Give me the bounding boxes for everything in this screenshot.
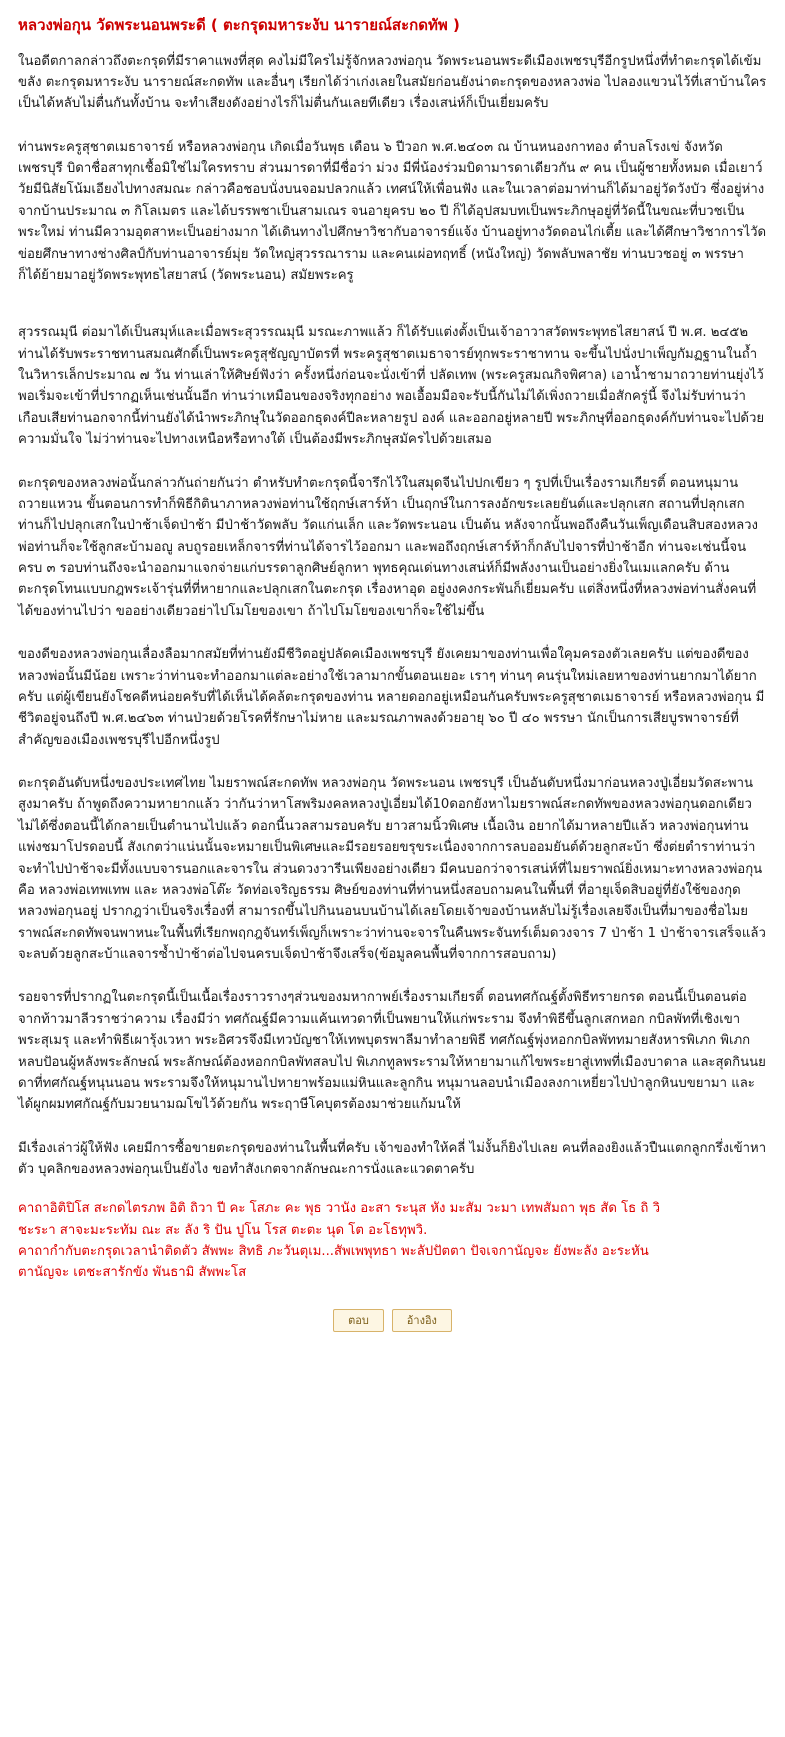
- footer-button-group: [18, 1309, 767, 1332]
- body-paragraph-1: ในอดีตกาลกล่าวถึงตะกรุดที่มีราคาแพงที่สุด คงไม่มีใครไม่รู้จักหลวงพ่อกุน วัดพระนอนพระดีเมืองเพชรบุรีอีกรูปหนึ่งที่ทำตะกรุดได้เข้มขลัง ตะกรุดมหาระงับ นารายณ์สะกดทัพ และอื่นๆ เรียกได้ว่าเก่งเลยในสมัยก่อนยังน่าตะกรุดของหลวงพ่อ ไปลองแขวนไว้ที่เสาบ้านใครเป็นได้หลับไม่ตื่นกันทั้งบ้าน จะทำเสียงดังอย่างไรก็ไม่ตื่นกันเลยทีเดียว เรื่องเสน่ห์ก็เป็นเยี่ยมครับ: [18, 53, 767, 112]
- section-spacer: [18, 308, 767, 322]
- body-paragraph-4: ตะกรุดของหลวงพ่อนั้นกล่าวกันถ่ายกันว่า ตำหรับทำตะกรุดนี้จารึกไว้ในสมุดจีนไปปกเขียว ๆ รูปที่เป็นเรื่องรามเกียรติ์ ตอนหนุมานถวายแหวน ขั้นตอนการทำก็พิธีกิตินาภาหลวงพ่อท่านใช้ฤกษ์เสาร์ห้า เป็นฤกษ์ในการลงอักขระเลยยันต์และปลุกเสก สถานที่ปลุกเสกท่านก็ไปปลุกเสกในป่าช้าเจ็ดป่าช้า มีป่าช้าวัดพลับ วัดแก่นเล็ก และวัดพระนอน เป็นต้น หลังจากนั้นพอถึงคืนวันเพ็ญเดือนสิบสองหลวงพ่อท่านก็จะใช้ลูกสะบ้ามอญู ลบถูรอยเหล็กจารที่ท่านได้จารไว้ออกมา และพอถึงฤกษ์เสาร์ห้าก็กลับไปจารที่ป่าช้าอีก ท่านจะเช่นนี้จนครบ ๓ รอบท่านถึงจะนำออกมาแจกจ่ายแก่บรรดาลูกศิษย์ลูกหา พุทธคุณเด่นทางเสน่ห์ก็มีพลังงานเป็นอย่างยิ่งในเมแลกครับ ด้านตะกรุดโทนแบบกฎพระเจ้ารุ่นที่ที่หายากและปลุกเสกในตะกรุด เรื่องหาอุด อยู่งงคงกระพันก็เยี่ยมครับ แต่สิ่งหนึ่งที่หลวงพ่อท่านสั่งคนที่ได้ของท่านไปว่า ขออย่างเดียวอย่าไปโมโยของเขา ถ้าไปโมโยของเขาก็จะใช้ไม่ขึ้น: [18, 475, 758, 619]
- mantra-line-3: คาถากำกับตะกรุดเวลานำติดตัว สัพพะ สิทธิ ภะวันตุเม...สัพเพพุทธา พะลัปปัตตา ปัจเจกานัญจะ ยังพะลัง อะระหัน: [18, 1243, 649, 1259]
- mantra-block: [18, 1198, 767, 1283]
- body-paragraph-2: ท่านพระครูสุชาตเมธาจารย์ หรือหลวงพ่อกุน เกิดเมื่อวันพุธ เดือน ๖ ปีวอก พ.ศ.๒๔๐๓ ณ บ้านหนองกาทอง ตำบลโรงเข่ จังหวัดเพชรบุรี บิดาชื่อสาทุกเชื้อมิใช่ไม่ใครทราบ ส่วนมารดาที่มีชื่อว่า ม่วง มีพี่น้องร่วมบิดามารดาเดียวกัน ๙ คน เป็นผู้ชายทั้งหมด เมื่อเยาว์วัยมีนิสัยโน้มเอียงไปทางสมณะ กล่าวคือชอบนั่งบนจอมปลวกแล้ว เทศน์ให้เพื่อนฟัง และในเวลาต่อมาท่านก็ได้มาอยู่วัดวังบัว ซึ่งอยู่ห่างจากบ้านประมาณ ๓ กิโลเมตร และได้บรรพชาเป็นสามเณร จนอายุครบ ๒๐ ปี ก็ได้อุปสมบทเป็นพระภิกษุอยู่ที่วัดนี้ในขณะที่บวชเป็นพระใหม่ ท่านมีความอุตสาหะเป็นอย่างมาก ได้เดินทางไปศึกษาวิชากับอาจารย์แจ้ง บ้านอยู่ทางวัดดอนไก่เตี้ย และได้ศึกษาวิชาการไวัดข่อยศึกษาทางช่างศิลป์กับท่านอาจารย์มุ่ย วัดใหญ่สุวรรณาราม และคนเผ่อทฤทธิ์ (หนังใหญ่) วัดพลับพลาชัย ท่านบวชอยู่ ๓ พรรษา ก็ได้ย้ายมาอยู่วัดพระพุทธไสยาสน์ (วัดพระนอน) สมัยพระครู: [18, 139, 767, 283]
- body-paragraph-8: มีเรื่องเล่าว่ผู้ให้ฟัง เคยมีการซื้อขายตะกรุดของท่านในพื้นที่ครับ เจ้าของทำให้คลี่ ไม่งั้นก็ยิงไปเลย คนที่ลองยิงแล้วปืนแตกลูกกรึ่งเข้าหาตัว บุคลิกของหลวงพ่อกุนเป็นยังไง ขอทำสังเกตจากลักษณะการนั่งและแวดตาครับ: [18, 1140, 767, 1177]
- body-paragraph-5: ของดีของหลวงพ่อกุนเลื่องลือมากสมัยที่ท่านยังมีชีวิตอยู่ปลัดคเมืองเพชรบุรี ยังเคยมาของท่านเพื่อใคุมครองตัวเลยครับ แต่ของดีของหลวงพ่อนั้นมีน้อย เพราะว่าท่านจะทำออกมาแต่ละอย่างใช้เวลามากขั้นตอนเยอะ เราๆ ท่านๆ คนรุ่นใหม่เลยหาของท่านยากมาได้ยากครับ แต่ผู้เขียนยังโชคดีหน่อยครับที่ได้เห็นได้คล้ตะกรุดของท่าน หลายดอกอยู่เหมือนกันครับพระครูสุชาตเมธาจารย์ หรือหลวงพ่อกุน มีชีวิตอยู่จนถึงปี พ.ศ.๒๔๖๓ ท่านป่วยด้วยโรคที่รักษาไม่หาย และมรณภาพลงด้วยอายุ ๖๐ ปี ๔๐ พรรษา นักเป็นการเสียบูรพาจารย์ที่สำคัญของเมืองเพชรบุรีไปอีกหนึ่งรูป: [18, 647, 765, 748]
- body-paragraph-6: ตะกรุดอันดับหนึ่งของประเทศไทย ไมยราพณ์สะกดทัพ หลวงพ่อกุน วัดพระนอน เพชรบุรี เป็นอันดับหนึ่งมาก่อนหลวงปู่เอี่ยมวัดสะพานสูงมาครับ ถ้าพูดถึงความหายากแล้ว ว่ากันว่าหาโสพริมงคลหลวงปู่เอี่ยมได้10ดอกยังหาไมยราพณ์สะกดทัพของหลวงพ่อกุนดอกเดียวไม่ได้ซึ่งตอนนี้ได้กลายเป็นตำนานไปแล้ว ดอกนี้นวลสามรอบครับ ยาวสามนิ้วพิเศษ เนื้อเงิน อยากได้มาหลายปีแล้ว หลวงพ่อกุนท่านแพ่งชมาโปรดอบนี้ สังเกตว่าแน่นนั้นจะหมายเป็นพิเศษและมีรอยรอยขรุขระเนื่องจากการลบออมยันต์ด้วยลูกสะบ้า ซึ่งต่ยตำราท่านว่าจะทำไปป่าช้าจะมีทั้งแบบจารนอกและจารใน ส่วนดวงวารีนเพียงอย่างเดียว มีคนบอกว่าจารเสน่ห์ที่ไมยราพณ์ยิ่งเหมาะทางหลวงพ่อกุน คือ หลวงพ่อเทพเทพ และ หลวงพ่อโต๊ะ วัดท่อเจริญธรรม ศิษย์ของท่านที่ท่านหนึ่งสอบถามคนในพื้นที่ ที่อายุเจ็ดสิบอยู่ที่ยังใช้ของกุดหลวงพ่อกุนอยู่ ปรากฎว่าเป็นจริงเรื่องที่ สามารถขึ้นไปกินนอนบนบ้านได้เลยโดยเจ้าของบ้านหลับไม่รู้เรื่องเลยจึงเป็นที่มาของชื่อไมยราพณ์สะกดทัพจนพาหนะในพื้นที่เรียกพฤกฎจันทร์เพ็ญก็เพราะว่าท่านจะจารในคืนพระจันทร์เต็มดวงจาร 7 ป่าช้า 1 ป่าช้าจารเสร็จแล้วจะลบด้วยลูกสะบ้าแลจารซ้ำป่าช้าต่อไปจนครบเจ็ดป่าช้าจึงเสร็จ(ข้อมูลคนพื้นที่จากการสอบถาม): [18, 776, 766, 962]
- mantra-line-4: ตานัญจะ เตชะสารักขัง พันธามิ สัพพะโส: [18, 1264, 247, 1280]
- mantra-line-2: ชะระา สาจะมะระทัม ณะ สะ ลัง ริ ปัน ปูโน โรส ตะตะ นุด โต อะโธทุพวิ.: [18, 1222, 428, 1238]
- page-title: หลวงพ่อกุน วัดพระนอนพระดี ( ตะกรุดมหาระงับ นารายณ์สะกดทัพ ): [18, 16, 460, 34]
- reply-button[interactable]: ตอบ: [333, 1309, 384, 1332]
- body-paragraph-3: สุวรรณมุนี ต่อมาได้เป็นสมุห์และเมื่อพระสุวรรณมุนี มรณะภาพแล้ว ก็ได้รับแต่งตั้งเป็นเจ้าอาวาสวัดพระพุทธไสยาสน์ ปี พ.ศ. ๒๔๕๒ ท่านได้รับพระราชทานสมณศักดิ์เป็นพระครูสุชัญญาบัตรที่ พระครูสุชาตเมธาจารย์ทุกพระราชาทาน จะขึ้นไปนั่งปาเพ็ญกัมฏฐานในถ้ำ ในวิหารเล็กประมาณ ๗ วัน ท่านเล่าให้ศิษย์ฟังว่า ครั้งหนึ่งก่อนจะนั่งเข้าที่ ปลัดเทพ (พระครูสมณกิจพิศาล) เอาน้ำชามาถวายท่านยุ่งไว้ พอเริ่มจะเข้าที่ปรากฏเห็นเช่นนั้นอีก ท่านว่าเหมือนของจริงทุกอย่าง พอเอื้อมมือจะรับนี้กันไม่ได้เพิ่งถวายเมื่อสักครู่นี้ จึงไม่รับท่านว่าเกือบเสียท่านอกจากนี้ท่านยังได้นำพระภิกษุในวัดออกธุดงค์ปีละหลายรูป องค์ และออกอยู่หลายปี พระภิกษุที่ออกธุดงค์กับท่านจะไปด้วยความมั่นใจ ไม่ว่าท่านจะไปทางเหนือหรือทางใต้ เป็นต้องมีพระภิกษุสมัครไปด้วยเสมอ: [18, 325, 765, 448]
- body-paragraph-7: รอยจารที่ปรากฏในตะกรุดนี้เป็นเนื้อเรื่องราวรางๆส่วนของมหากาพย์เรื่องรามเกียรติ์ ตอนทศกัณฐ์ตั้งพิธีทรายกรด ตอนนี้เป็นตอนต่อจากท้าวมาลีวราชว่าความ เรื่องมีว่า ทศกัณฐ์มีความแค้นเทวดาที่เป็นพยานให้แก่พระราม จึงทำพิธีขึ้นลูกเสกหอก กบิลพัทที่เชิงเขาพระสุเมรุ และทำพิธีเผารุ้งเวหา พระอิศวรจึงมีเทวบัญชาให้เทพบุตรพาลีมาทำลายพิธี ทศกัณฐ์พุ่งหอกกบิลพัททมายสังหารพิเภก พิเภกหลบปัอนผู้หลังพระลักษณ์ พระลักษณ์ต้องหอกกบิลพัทสลบไป พิเภกทูลพระรามให้หายามาแก้ไขพระยาสู่เทพที่เมืองบาดาล และสุดกินนยดาที่ทศกัณฐ์หนุนนอน พระรามจึงให้หนุมานไปหายาพร้อมแม่หินและลูกกิน หนุมานลอบนำเมืองลงกาเหยี่ยวไปป่าลูกหินบขยามา และได้ผูกผมทศกัณฐ์กับมวยนามฌโขไว้ด้วยกัน พระฤาษีโคบุตรต้องมาช่วยแก้มนให้: [18, 990, 766, 1113]
- quote-button[interactable]: อ้างอิง: [392, 1309, 452, 1332]
- mantra-line-1: คาถาอิติปิโส สะกดไตรภพ อิติ ถิวา ปี คะ โสภะ คะ พุธ วานัง อะสา ระนุส หัง มะสัม วะมา เทพสัมถา พุธ สัด โธ ถิ วิ: [18, 1201, 660, 1217]
